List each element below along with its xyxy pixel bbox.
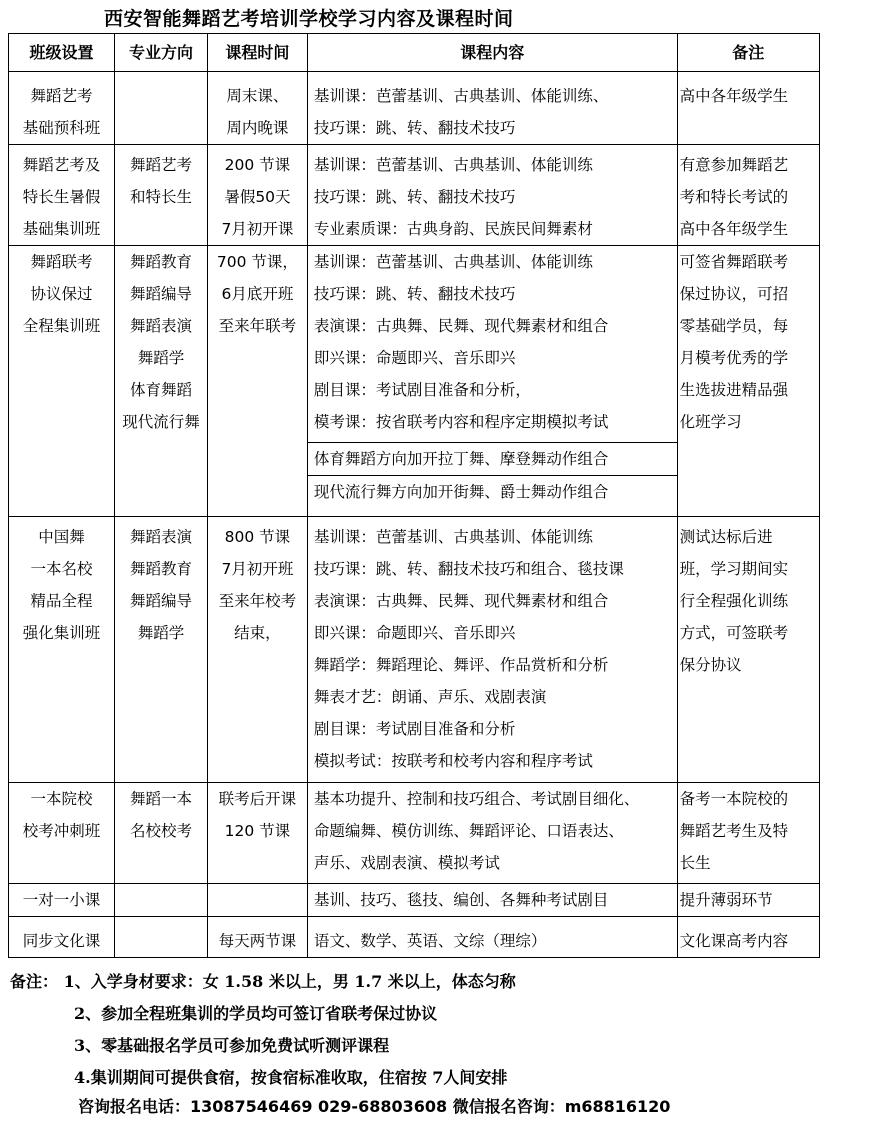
class-cell	[9, 145, 115, 246]
cell-line: 模拟考试：按联考和校考内容和程序考试	[313, 752, 593, 770]
document-title: 西安智能舞蹈艺考培训学校学习内容及课程时间	[104, 8, 514, 30]
class-cell	[9, 72, 115, 145]
direction-cell	[115, 145, 208, 246]
cell-line: 剧目课：考试剧目准备和分析，	[313, 381, 531, 399]
cell-line: 体育舞蹈	[129, 381, 192, 399]
cell-line: 120 节课	[224, 822, 291, 840]
cell-line: 基本功提升、控制和技巧组合、考试剧目细化、	[313, 790, 640, 808]
cell-line: 700 节课，	[216, 253, 298, 271]
cell-line: 200 节课	[224, 156, 291, 174]
cell-line: 舞蹈艺考生及特	[679, 822, 789, 840]
cell-line: 高中各年级学生	[679, 87, 789, 105]
cell-line: 舞蹈联考	[30, 253, 93, 271]
class-cell	[9, 917, 115, 958]
cell-line: 和特长生	[129, 188, 192, 206]
cell-line: 技巧课：跳、转、翻技术技巧	[313, 285, 516, 303]
cell-line: 中国舞	[38, 528, 85, 546]
cell-line: 精品全程	[30, 592, 93, 610]
content-cell	[307, 917, 677, 958]
cell-line: 表演课：古典舞、民舞、现代舞素材和组合	[313, 592, 609, 610]
direction-cell	[115, 783, 208, 884]
cell-line: 一对一小课	[22, 891, 101, 909]
cell-line: 名校校考	[129, 822, 192, 840]
cell-line: 至来年联考	[218, 317, 297, 335]
cell-line: 舞蹈教育	[129, 560, 192, 578]
cell-line: 7月初开课	[221, 220, 294, 238]
content-cell	[307, 72, 677, 145]
cell-line: 基训、技巧、毯技、编创、各舞种考试剧目	[313, 891, 609, 909]
cell-line: 暑假50天	[224, 188, 291, 206]
cell-line: 技巧课：跳、转、翻技术技巧	[313, 119, 516, 137]
cell-line: 舞表才艺：朗诵、声乐、戏剧表演	[313, 688, 547, 706]
cell-line: 6月底开班	[221, 285, 294, 303]
cell-line: 文化课高考内容	[679, 932, 789, 950]
note-line: 备注： 1、入学身材要求：女 1.58 米以上，男 1.7 米以上，体态匀称	[10, 972, 516, 991]
note-cell	[677, 917, 819, 958]
cell-line: 舞蹈艺考及	[22, 156, 101, 174]
cell-line: 舞蹈编导	[129, 285, 192, 303]
time-cell	[207, 783, 307, 884]
class-cell	[9, 246, 115, 517]
content-cell	[307, 884, 677, 917]
cell-line: 联考后开课	[218, 790, 297, 808]
cell-line: 至来年校考	[218, 592, 297, 610]
cell-line: 声乐、戏剧表演、模拟考试	[313, 854, 500, 872]
cell-line: 校考冲刺班	[22, 822, 101, 840]
header-time: 课程时间	[207, 34, 307, 72]
cell-line: 基训课：芭蕾基训、古典基训、体能训练	[313, 528, 593, 546]
cell-line: 测试达标后进	[679, 528, 773, 546]
cell-line: 舞蹈学	[137, 624, 185, 642]
direction-cell	[115, 917, 208, 958]
cell-line: 语文、数学、英语、文综（理综）	[313, 932, 547, 950]
cell-line: 保分协议	[679, 656, 742, 674]
cell-line: 舞蹈艺考	[30, 87, 93, 105]
cell-line: 可签省舞蹈联考	[679, 253, 789, 271]
cell-line: 基训课：芭蕾基训、古典基训、体能训练、	[313, 87, 609, 105]
cell-line: 高中各年级学生	[679, 220, 789, 238]
direction-cell	[115, 72, 208, 145]
cell-line: 专业素质课：古典身韵、民族民间舞素材	[313, 220, 593, 238]
cell-line: 有意参加舞蹈艺	[679, 156, 789, 174]
cell-line: 舞蹈一本	[129, 790, 192, 808]
table-header-row	[9, 34, 820, 72]
cell-line: 基训课：芭蕾基训、古典基训、体能训练	[313, 253, 593, 271]
cell-line: 一本名校	[30, 560, 93, 578]
cell-line: 强化集训班	[22, 624, 101, 642]
cell-line: 舞蹈学	[137, 349, 185, 367]
cell-line: 模考课：按省联考内容和程序定期模拟考试	[313, 413, 609, 431]
cell-line: 生选拔进精品强	[679, 381, 789, 399]
cell-line: 舞蹈表演	[129, 528, 192, 546]
note-cell	[677, 145, 819, 246]
row-culture	[9, 917, 820, 958]
table-body	[9, 72, 820, 958]
cell-line: 即兴课：命题即兴、音乐即兴	[313, 349, 516, 367]
cell-line: 技巧课：跳、转、翻技术技巧和组合、毯技课	[313, 560, 624, 578]
note-line: 4.集训期间可提供食宿，按食宿标准收取，住宿按 7人间安排	[74, 1068, 508, 1087]
cell-line: 技巧课：跳、转、翻技术技巧	[313, 188, 516, 206]
cell-line: 特长生暑假	[22, 188, 101, 206]
note-cell	[677, 783, 819, 884]
content-cell	[307, 246, 677, 517]
cell-line: 每天两节课	[218, 932, 297, 950]
time-cell	[207, 517, 307, 783]
cell-line: 班，学习期间实	[679, 560, 789, 578]
row-summer	[9, 145, 820, 246]
cell-line: 一本院校	[30, 790, 93, 808]
time-cell	[207, 884, 307, 917]
cell-line: 剧目课：考试剧目准备和分析	[313, 720, 516, 738]
note-cell	[677, 246, 819, 517]
cell-line: 结束，	[234, 624, 281, 642]
direction-cell	[115, 517, 208, 783]
cell-line: 化班学习	[679, 413, 742, 431]
note-cell	[677, 517, 819, 783]
cell-line: 基训课：芭蕾基训、古典基训、体能训练	[313, 156, 593, 174]
cell-line: 协议保过	[30, 285, 93, 303]
content-cell	[307, 783, 677, 884]
cell-line: 考和特长考试的	[679, 188, 789, 206]
cell-line: 基础集训班	[22, 220, 101, 238]
header-class: 班级设置	[9, 34, 115, 72]
cell-line: 7月初开班	[221, 560, 294, 578]
class-cell	[9, 783, 115, 884]
time-cell	[207, 72, 307, 145]
cell-line: 同步文化课	[22, 932, 101, 950]
cell-line: 备考一本院校的	[679, 790, 789, 808]
time-cell	[207, 917, 307, 958]
note-cell	[677, 884, 819, 917]
notes-section	[10, 966, 516, 1094]
cell-line: 命题编舞、模仿训练、舞蹈评论、口语表达、	[313, 822, 624, 840]
header-note: 备注	[677, 34, 819, 72]
content-extra-line: 现代流行舞方向加开街舞、爵士舞动作组合	[308, 476, 677, 509]
content-cell	[307, 145, 677, 246]
cell-line: 基础预科班	[22, 119, 101, 137]
cell-line: 舞蹈艺考	[129, 156, 192, 174]
cell-line: 全程集训班	[22, 317, 101, 335]
direction-cell	[115, 884, 208, 917]
cell-line: 即兴课：命题即兴、音乐即兴	[313, 624, 516, 642]
cell-line: 保过协议，可招	[679, 285, 789, 303]
row-foundation	[9, 72, 820, 145]
cell-line: 提升薄弱环节	[679, 891, 773, 909]
class-cell	[9, 884, 115, 917]
cell-line: 现代流行舞	[122, 413, 200, 431]
cell-line: 表演课：古典舞、民舞、现代舞素材和组合	[313, 317, 609, 335]
cell-line: 舞蹈编导	[129, 592, 192, 610]
cell-line: 舞蹈学：舞蹈理论、舞评、作品赏析和分析	[313, 656, 609, 674]
cell-line: 舞蹈教育	[129, 253, 192, 271]
note-line: 3、零基础报名学员可参加免费试听测评课程	[74, 1036, 390, 1055]
cell-line: 周内晚课	[226, 119, 289, 137]
row-private	[9, 884, 820, 917]
content-cell	[307, 517, 677, 783]
cell-line: 方式，可签联考	[679, 624, 789, 642]
cell-line: 零基础学员，每	[679, 317, 789, 335]
cell-line: 行全程强化训练	[679, 592, 789, 610]
course-table	[8, 33, 820, 958]
cell-line: 长生	[679, 854, 711, 872]
cell-line: 周末课、	[226, 87, 289, 105]
row-elite	[9, 517, 820, 783]
row-joint-exam	[9, 246, 820, 517]
cell-line: 舞蹈表演	[129, 317, 192, 335]
note-line: 2、参加全程班集训的学员均可签订省联考保过协议	[74, 1004, 438, 1023]
header-direction: 专业方向	[115, 34, 208, 72]
direction-cell	[115, 246, 208, 517]
header-content: 课程内容	[307, 34, 677, 72]
contact-info: 咨询报名电话：13087546469 029-68803608 微信报名咨询：m68816120	[78, 1097, 671, 1116]
time-cell	[207, 246, 307, 517]
row-sprint	[9, 783, 820, 884]
class-cell	[9, 517, 115, 783]
note-cell	[677, 72, 819, 145]
cell-line: 800 节课	[224, 528, 291, 546]
content-extra-line: 体育舞蹈方向加开拉丁舞、摩登舞动作组合	[308, 443, 677, 476]
cell-line: 月模考优秀的学	[679, 349, 789, 367]
time-cell	[207, 145, 307, 246]
